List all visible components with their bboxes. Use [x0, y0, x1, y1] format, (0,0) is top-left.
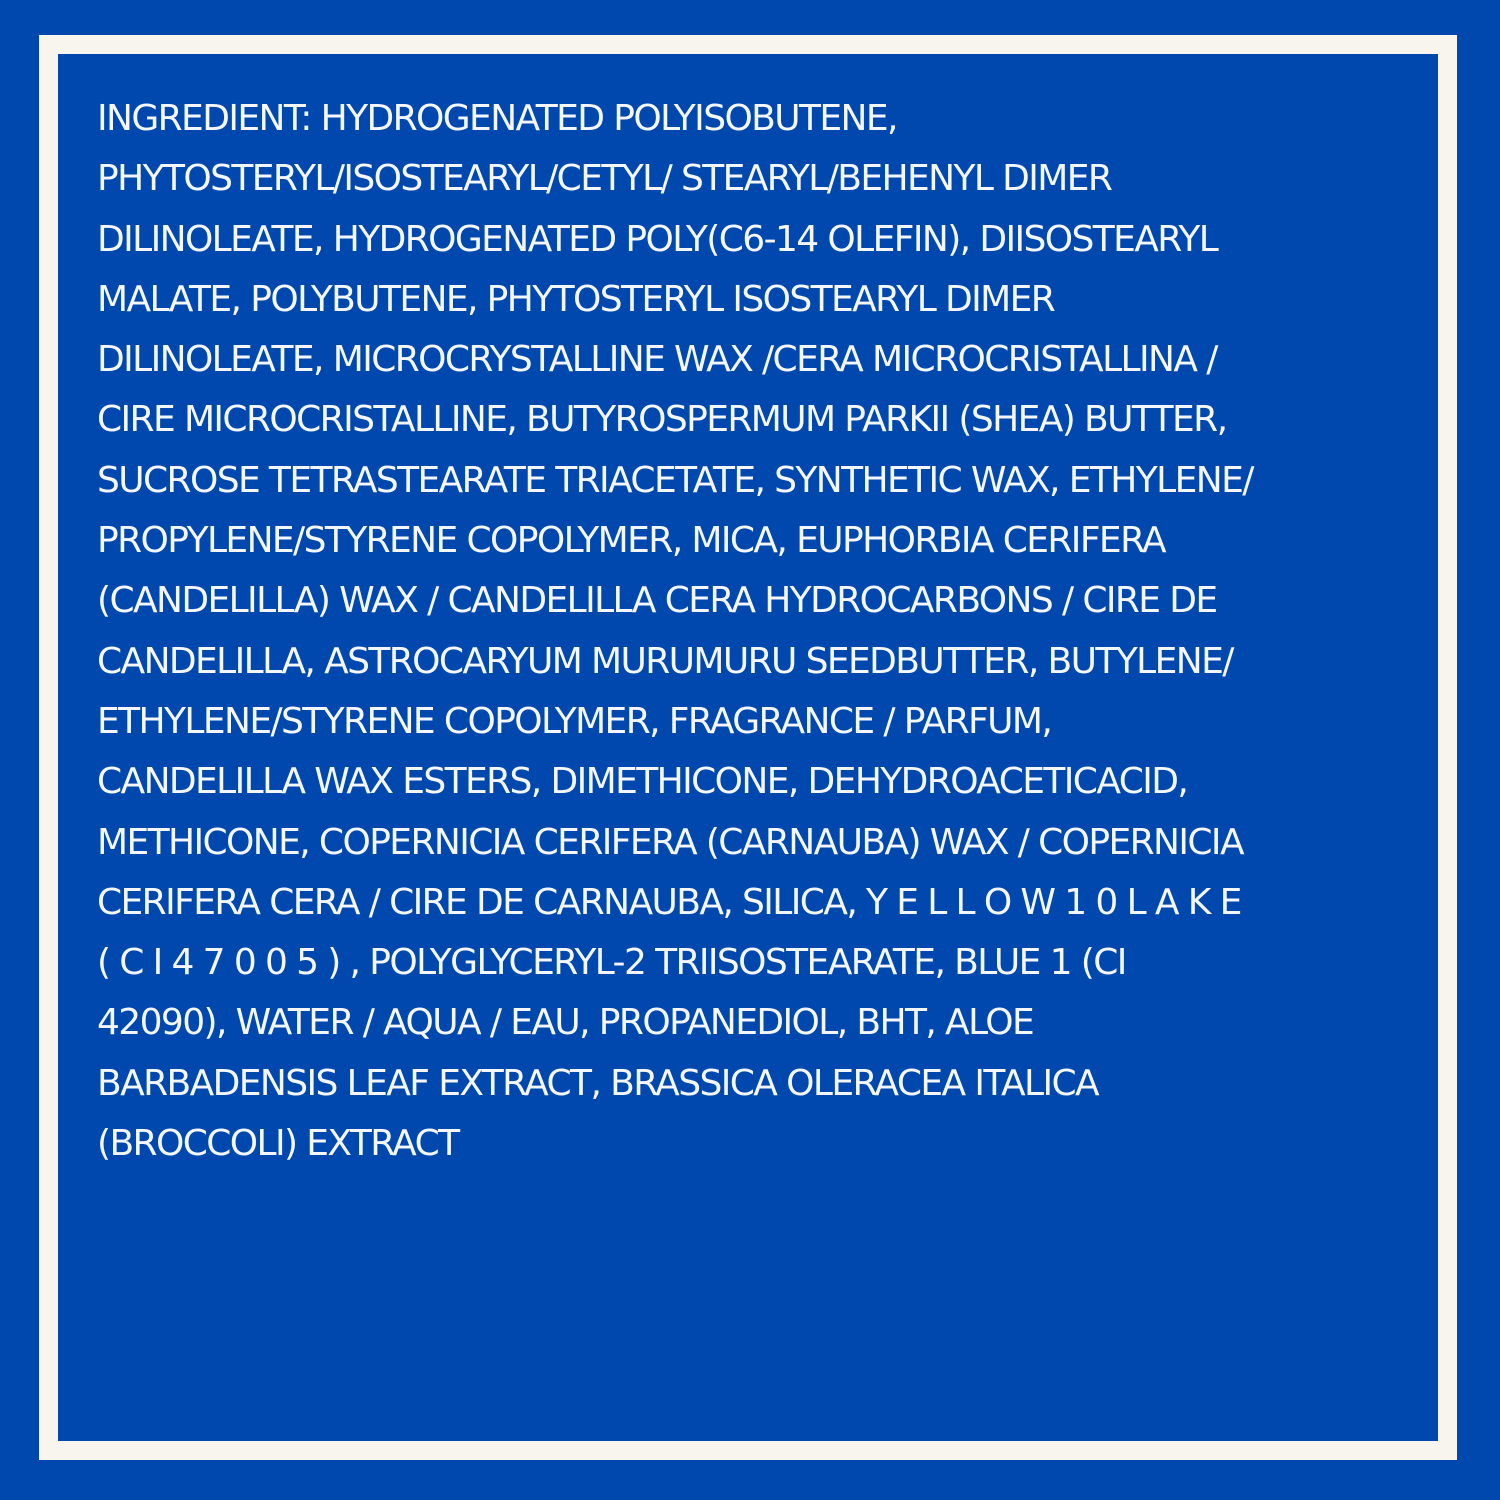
ingredients-line-5: DILINOLEATE, MICROCRYSTALLINE WAX /CERA MICROCRISTALLINA /	[97, 339, 1217, 381]
ingredients-line-4: MALATE, POLYBUTENE, PHYTOSTERYL ISOSTEARYL DIMER	[97, 278, 1055, 320]
ingredients-line-17: BARBADENSIS LEAF EXTRACT, BRASSICA OLERACEA ITALICA	[97, 1062, 1099, 1104]
ingredients-line-1: INGREDIENT: HYDROGENATED POLYISOBUTENE,	[97, 98, 897, 139]
ingredients-line-3: DILINOLEATE, HYDROGENATED POLY(C6-14 OLEFIN), DIISOSTEARYL	[97, 218, 1218, 260]
ingredients-line-7: SUCROSE TETRASTEARATE TRIACETATE, SYNTHETIC WAX, ETHYLENE/	[97, 459, 1253, 501]
ingredients-list	[97, 89, 1439, 1174]
ingredients-line-6: CIRE MICROCRISTALLINE, BUTYROSPERMUM PARKII (SHEA) BUTTER,	[97, 399, 1227, 441]
ingredients-line-14: CERIFERA CERA / CIRE DE CARNAUBA, SILICA, Y E L L O W 1 0 L A K E	[97, 881, 1241, 923]
ingredients-line-10: CANDELILLA, ASTROCARYUM MURUMURU SEEDBUTTER, BUTYLENE/	[97, 640, 1233, 682]
ingredients-line-13: METHICONE, COPERNICIA CERIFERA (CARNAUBA) WAX / COPERNICIA	[97, 821, 1243, 863]
white-border-frame	[39, 35, 1457, 1460]
ingredients-line-18: (BROCCOLI) EXTRACT	[97, 1123, 459, 1165]
ingredients-line-8: PROPYLENE/STYRENE COPOLYMER, MICA, EUPHORBIA CERIFERA	[97, 520, 1166, 562]
ingredients-line-9: (CANDELILLA) WAX / CANDELILLA CERA HYDROCARBONS / CIRE DE	[97, 580, 1217, 622]
ingredients-line-16: 42090), WATER / AQUA / EAU, PROPANEDIOL, BHT, ALOE	[97, 1002, 1034, 1044]
ingredients-line-15: ( C I 4 7 0 0 5 ) , POLYGLYCERYL-2 TRIISOSTEARATE, BLUE 1 (CI	[97, 942, 1126, 984]
ingredients-line-11: ETHYLENE/STYRENE COPOLYMER, FRAGRANCE / PARFUM,	[97, 700, 1052, 742]
ingredients-line-2: PHYTOSTERYL/ISOSTEARYL/CETYL/ STEARYL/BEHENYL DIMER	[97, 158, 1112, 200]
ingredients-line-12: CANDELILLA WAX ESTERS, DIMETHICONE, DEHYDROACETICACID,	[97, 761, 1188, 803]
